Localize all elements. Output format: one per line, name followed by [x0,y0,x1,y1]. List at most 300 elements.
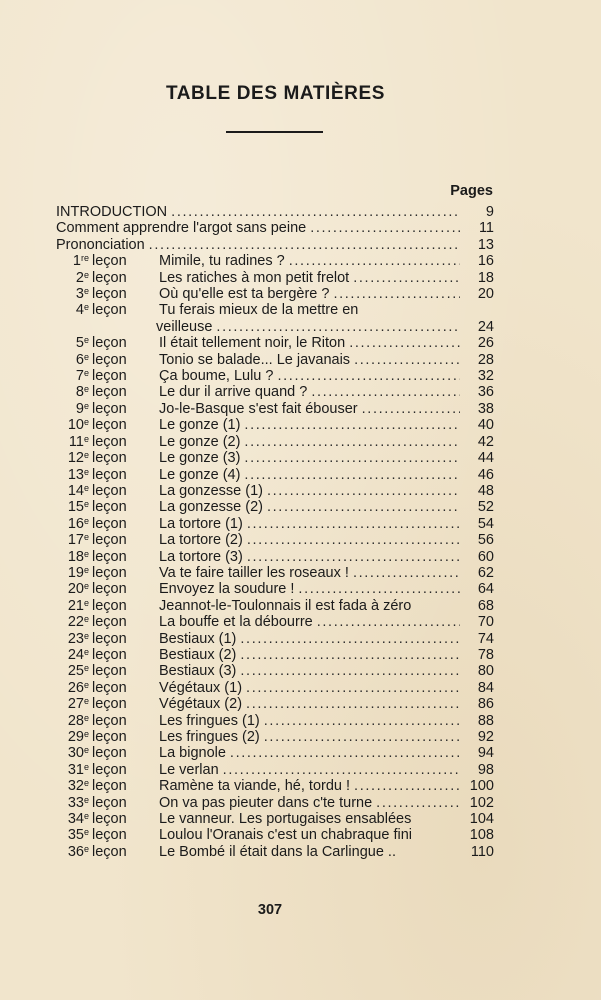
entry-title: Le gonze (4) [159,466,241,483]
lesson-number [56,434,89,450]
lesson-ordinal: 4 [75,302,84,319]
toc-lesson-entry [56,368,494,384]
lesson-ordinal: 8 [75,384,84,401]
lesson-number [56,827,89,843]
lesson-ordinal-suffix: e [83,597,89,608]
lesson-ordinal-suffix: e [83,482,89,493]
toc-lesson-entry [56,598,494,614]
lesson-number [56,680,89,696]
dot-leader [244,450,460,466]
toc-lesson-entry [56,778,494,794]
lesson-ordinal: 28 [67,712,84,729]
entry-title: Loulou l'Oranais c'est un chabraque fini [159,827,412,844]
entry-page: 11 [478,220,494,237]
lesson-number [56,549,89,565]
entry-title: La tortore (2) [159,532,243,549]
lesson-ordinal-suffix: e [83,368,89,379]
lesson-word: leçon [92,335,127,352]
lesson-ordinal-suffix: e [83,433,89,444]
page-title: TABLE DES MATIÈRES [165,83,386,104]
lesson-ordinal: 21 [67,597,84,614]
entry-title: Les fringues (1) [159,712,260,729]
entry-title: Mimile, tu radines ? [159,253,285,270]
lesson-ordinal-suffix: e [83,794,89,805]
entry-title: Tonio se balade... Le javanais [159,351,351,368]
lesson-number [56,565,89,581]
lesson-word: leçon [92,827,127,844]
dot-leader [246,696,460,712]
lesson-ordinal: 20 [67,581,84,598]
lesson-ordinal: 14 [67,482,84,499]
lesson-number [56,253,89,269]
entry-page: 52 [477,499,494,516]
entry-title: Bestiaux (2) [159,646,237,663]
toc-lesson-entry [56,253,494,269]
toc-lesson-entry [56,417,494,433]
lesson-word: leçon [92,712,127,729]
lesson-ordinal: 13 [67,466,84,483]
toc-lesson-entry [56,844,494,860]
lesson-ordinal-suffix: e [83,778,89,789]
lesson-ordinal: 36 [67,843,84,860]
lesson-number [56,713,89,729]
toc-lesson-entry [56,729,494,745]
lesson-number [56,417,89,433]
dot-leader [247,532,460,548]
entry-page: 94 [477,745,494,762]
lesson-ordinal-suffix: e [83,630,89,641]
lesson-ordinal-suffix: e [83,515,89,526]
lesson-ordinal: 26 [67,679,84,696]
lesson-word: leçon [92,433,127,450]
lesson-number [56,778,89,794]
lesson-word: leçon [92,630,127,647]
dot-leader [354,778,460,794]
entry-page: 62 [477,564,494,581]
dot-leader [317,614,460,630]
dot-leader [277,368,460,384]
toc-front-entry [56,220,494,236]
entry-title: Le verlan [159,761,219,778]
lesson-ordinal-suffix: e [83,302,89,313]
lesson-number [56,745,89,761]
lesson-number [56,729,89,745]
entry-page: 20 [477,286,494,303]
toc-lesson-entry [56,532,494,548]
lesson-ordinal: 22 [67,614,84,631]
lesson-ordinal: 5 [75,335,84,352]
dot-leader [354,352,460,368]
lesson-ordinal-suffix: e [83,466,89,477]
lesson-ordinal: 29 [67,729,84,745]
pages-column-header: Pages [450,183,493,199]
dot-leader [149,237,460,253]
entry-title: La tortore (1) [159,515,243,532]
lesson-number [56,286,89,302]
entry-title: Bestiaux (1) [159,630,237,647]
lesson-ordinal: 1 [72,253,81,270]
lesson-ordinal-suffix: e [83,581,89,592]
lesson-number [56,483,89,499]
lesson-word: leçon [92,564,127,581]
toc-lesson-entry [56,401,494,417]
entry-page: 68 [477,597,494,614]
dot-leader [289,253,460,269]
entry-page: 36 [477,384,494,401]
toc-lesson-entry [56,499,494,515]
lesson-ordinal-suffix: e [83,269,89,280]
entry-page: 74 [477,630,494,647]
lesson-ordinal-suffix: e [83,548,89,559]
entry-page: 24 [477,318,494,335]
lesson-number [56,335,89,351]
lesson-ordinal-suffix: e [83,400,89,411]
toc-lesson-entry-continued [56,319,494,335]
lesson-ordinal: 6 [75,351,84,368]
lesson-word: leçon [92,696,127,713]
entry-title: Il était tellement noir, le Riton [159,335,346,352]
lesson-word: leçon [92,532,127,549]
dot-leader [310,220,460,236]
toc-lesson-entry [56,795,494,811]
lesson-word: leçon [92,761,127,778]
toc-lesson-entry [56,434,494,450]
lesson-ordinal: 11 [68,433,84,450]
lesson-ordinal: 17 [67,532,84,549]
entry-title: La gonzesse (1) [159,482,263,499]
lesson-number [56,368,89,384]
dot-leader [267,483,460,499]
toc-lesson-entry [56,270,494,286]
lesson-ordinal: 34 [67,811,84,828]
entry-page: 98 [477,761,494,778]
entry-title: La bouffe et la débourre [159,614,313,631]
entry-page: 92 [477,729,494,745]
lesson-ordinal: 24 [67,646,84,663]
lesson-number [56,499,89,515]
lesson-word: leçon [92,794,127,811]
lesson-number [56,663,89,679]
lesson-number [56,762,89,778]
lesson-word: leçon [92,745,127,762]
entry-page: 16 [477,253,494,270]
entry-page: 110 [470,843,494,860]
lesson-ordinal-suffix: e [83,663,89,674]
toc-lesson-entry [56,450,494,466]
dot-leader [311,384,460,400]
toc-lesson-entry [56,467,494,483]
lesson-word: leçon [92,482,127,499]
entry-title: Le dur il arrive quand ? [159,384,308,401]
lesson-ordinal: 18 [67,548,84,565]
dot-leader [240,631,460,647]
entry-title: Ramène ta viande, hé, tordu ! [159,778,351,795]
lesson-word: leçon [92,450,127,467]
dot-leader [244,434,460,450]
lesson-word: leçon [92,302,127,319]
lesson-word: leçon [92,351,127,368]
entry-title: Les fringues (2) [159,729,260,745]
entry-title: Tu ferais mieux de la mettre en [159,302,359,319]
lesson-number [56,795,89,811]
lesson-word: leçon [92,499,127,516]
lesson-word: leçon [92,663,127,680]
lesson-number [56,581,89,597]
lesson-word: leçon [92,646,127,663]
entry-page: 13 [477,236,494,253]
entry-title: Bestiaux (3) [159,663,237,680]
dot-leader [353,565,460,581]
lesson-ordinal-suffix: e [83,696,89,707]
toc-lesson-entry [56,483,494,499]
entry-page: 84 [477,679,494,696]
entry-page: 78 [477,646,494,663]
toc-lesson-entry [56,663,494,679]
lesson-number [56,844,89,860]
lesson-ordinal-suffix: e [83,712,89,723]
lesson-ordinal: 25 [67,663,84,680]
entry-page: 54 [477,515,494,532]
toc-front-entry [56,237,494,253]
entry-title: Le vanneur. Les portugaises ensablées [159,811,412,828]
lesson-word: leçon [92,368,127,385]
entry-page: 56 [477,532,494,549]
toc-lesson-entry [56,565,494,581]
lesson-ordinal-suffix: e [83,564,89,575]
entry-title: Jeannot-le-Toulonnais il est fada à zéro [159,597,412,614]
toc-lesson-entry [56,335,494,351]
lesson-number [56,532,89,548]
lesson-number [56,598,89,614]
toc-lesson-entry [56,631,494,647]
lesson-ordinal-suffix: e [83,761,89,772]
entry-title: La bignole [159,745,226,762]
toc-lesson-entry [56,762,494,778]
entry-page: 28 [477,351,494,368]
lesson-ordinal-suffix: e [83,499,89,510]
lesson-number [56,516,89,532]
dot-leader [240,663,460,679]
toc-lesson-entry [56,384,494,400]
entry-title: La gonzesse (2) [159,499,263,516]
lesson-word: leçon [92,253,127,270]
lesson-number [56,384,89,400]
entry-page: 26 [477,335,494,352]
toc-lesson-entry [56,302,494,318]
entry-page: 18 [477,269,494,286]
lesson-word: leçon [92,679,127,696]
dot-leader [171,204,460,220]
lesson-number [56,647,89,663]
entry-title: Le gonze (3) [159,450,241,467]
lesson-word: leçon [92,548,127,565]
lesson-ordinal: 12 [67,450,84,467]
entry-title: Végétaux (2) [159,696,243,713]
toc-lesson-entry [56,811,494,827]
lesson-number [56,401,89,417]
entry-title: Prononciation [56,236,145,253]
entry-title: INTRODUCTION [56,204,168,220]
toc-lesson-entry [56,696,494,712]
lesson-word: leçon [92,778,127,795]
entry-title: Végétaux (1) [159,679,243,696]
entry-page: 48 [477,482,494,499]
dot-leader [230,745,460,761]
dot-leader [223,762,460,778]
dot-leader [353,270,460,286]
entry-page: 64 [477,581,494,598]
lesson-ordinal-suffix: e [83,335,89,346]
lesson-ordinal-suffix: e [83,450,89,461]
lesson-ordinal: 2 [75,269,84,286]
entry-page: 32 [477,368,494,385]
toc-lesson-entry [56,680,494,696]
lesson-ordinal: 31 [67,761,84,778]
lesson-number [56,352,89,368]
lesson-ordinal: 15 [67,499,84,516]
entry-page: 38 [477,400,494,417]
lesson-word: leçon [92,614,127,631]
lesson-ordinal-suffix: e [83,286,89,297]
toc-lesson-entry [56,713,494,729]
lesson-ordinal: 19 [67,564,84,581]
lesson-ordinal-suffix: e [83,679,89,690]
dot-leader [247,516,460,532]
entry-title: Comment apprendre l'argot sans peine [56,220,307,237]
toc-front-entry [56,204,494,220]
dot-leader [240,647,460,663]
toc-lesson-entry [56,352,494,368]
toc-lesson-entry [56,647,494,663]
lesson-number [56,302,89,318]
lesson-ordinal: 35 [67,827,84,844]
toc-lesson-entry [56,516,494,532]
lesson-ordinal: 7 [75,368,84,385]
lesson-ordinal-suffix: re [80,253,89,264]
lesson-word: leçon [92,597,127,614]
lesson-word: leçon [92,384,127,401]
lesson-ordinal-suffix: e [83,532,89,543]
lesson-number [56,450,89,466]
entry-title: Ça boume, Lulu ? [159,368,274,385]
lesson-word: leçon [92,400,127,417]
entry-page: 9 [485,204,494,220]
dot-leader [244,467,460,483]
lesson-ordinal: 32 [67,778,84,795]
entry-page: 80 [477,663,494,680]
dot-leader [362,401,460,417]
entry-page: 42 [477,433,494,450]
dot-leader [247,549,460,565]
toc-lesson-entry [56,581,494,597]
lesson-number [56,467,89,483]
entry-page: 60 [477,548,494,565]
entry-page: 104 [469,811,494,828]
title-rule [226,131,323,133]
lesson-ordinal-suffix: e [83,351,89,362]
dot-leader [349,335,460,351]
entry-title-continued: veilleuse [156,318,213,335]
lesson-ordinal-suffix: e [83,614,89,625]
table-of-contents [56,204,494,860]
lesson-word: leçon [92,466,127,483]
lesson-word: leçon [92,581,127,598]
entry-page: 108 [469,827,494,844]
entry-page: 46 [477,466,494,483]
entry-title: Le Bombé il était dans la Carlingue .. [159,843,396,860]
lesson-ordinal-suffix: e [83,417,89,428]
lesson-number [56,696,89,712]
entry-title: Va te faire tailler les roseaux ! [159,564,349,581]
lesson-word: leçon [92,269,127,286]
entry-page: 100 [469,778,494,795]
entry-page: 102 [469,794,494,811]
lesson-ordinal: 23 [67,630,84,647]
lesson-word: leçon [92,811,127,828]
lesson-word: leçon [92,843,127,860]
entry-page: 86 [477,696,494,713]
dot-leader [267,499,460,515]
lesson-ordinal-suffix: e [83,646,89,657]
lesson-ordinal: 9 [75,400,84,417]
lesson-ordinal-suffix: e [83,811,89,822]
entry-page: 70 [477,614,494,631]
toc-lesson-entry [56,286,494,302]
lesson-ordinal-suffix: e [83,729,89,739]
entry-title: La tortore (3) [159,548,243,565]
lesson-ordinal-suffix: e [83,745,89,756]
entry-page: 88 [477,712,494,729]
entry-title: Jo-le-Basque s'est fait ébouser [159,400,358,417]
dot-leader [333,286,460,302]
entry-title: On va pas pieuter dans c'te turne [159,794,373,811]
lesson-number [56,614,89,630]
lesson-word: leçon [92,286,127,303]
toc-lesson-entry [56,549,494,565]
lesson-ordinal: 16 [67,515,84,532]
lesson-ordinal: 10 [67,417,84,434]
lesson-ordinal-suffix: e [83,384,89,395]
entry-page: 44 [477,450,494,467]
lesson-ordinal: 27 [67,696,84,713]
toc-lesson-entry [56,827,494,843]
dot-leader [244,417,460,433]
page-number: 307 [257,902,283,918]
lesson-word: leçon [92,515,127,532]
entry-title: Où qu'elle est ta bergère ? [159,286,330,303]
lesson-number [56,811,89,827]
lesson-number [56,631,89,647]
entry-title: Envoyez la soudure ! [159,581,295,598]
dot-leader [376,795,460,811]
lesson-ordinal-suffix: e [83,843,89,854]
lesson-number [56,270,89,286]
lesson-ordinal: 30 [67,745,84,762]
entry-title: Les ratiches à mon petit frelot [159,269,350,286]
entry-page: 40 [477,417,494,434]
toc-lesson-entry [56,745,494,761]
entry-title: Le gonze (1) [159,417,241,434]
lesson-ordinal-suffix: e [83,827,89,838]
toc-lesson-entry [56,614,494,630]
lesson-word: leçon [92,729,127,745]
dot-leader [264,713,460,729]
lesson-ordinal: 3 [75,286,84,303]
lesson-ordinal: 33 [67,794,84,811]
dot-leader [298,581,460,597]
entry-title: Le gonze (2) [159,433,241,450]
lesson-word: leçon [92,417,127,434]
